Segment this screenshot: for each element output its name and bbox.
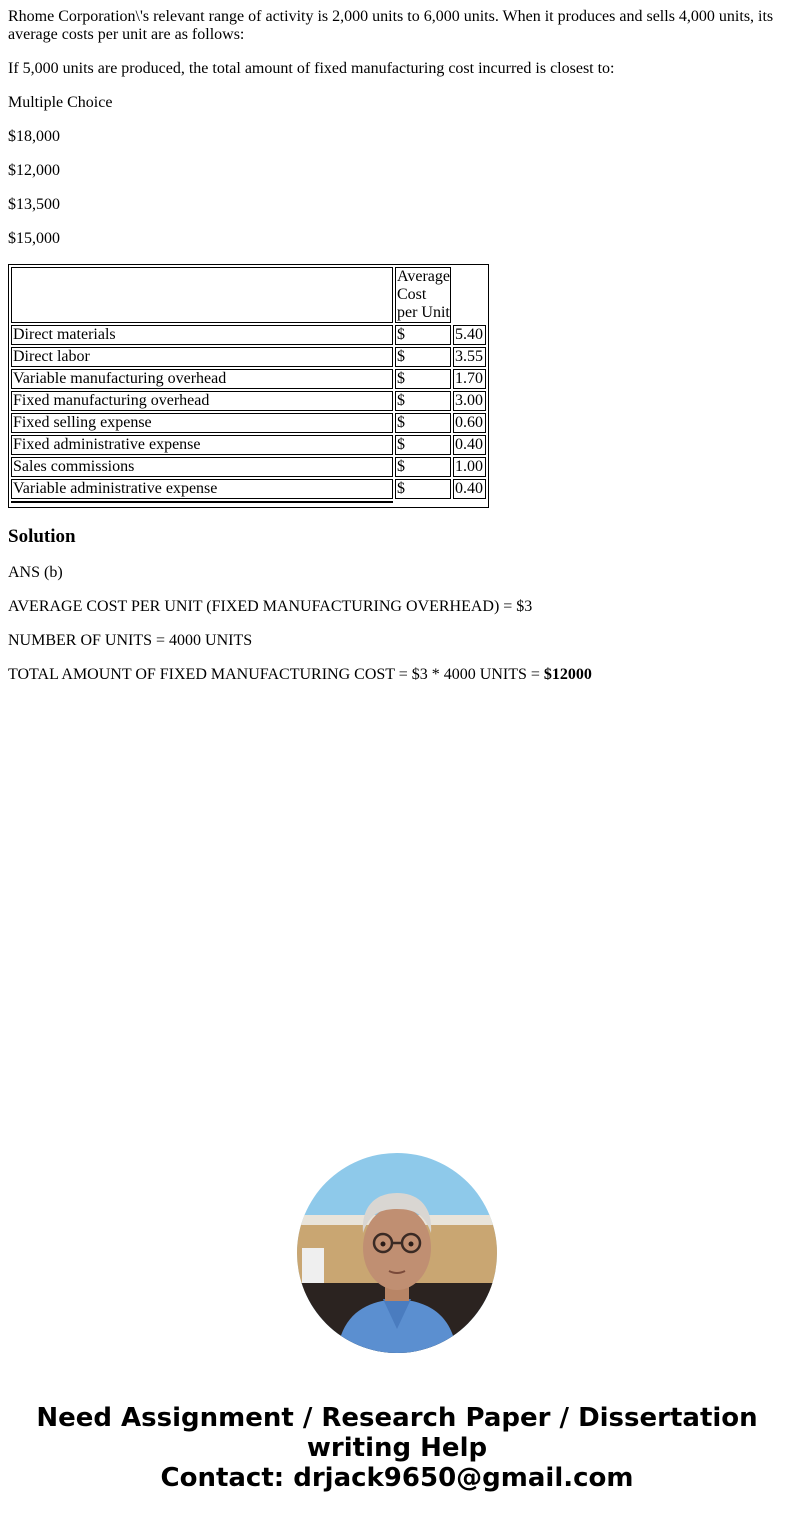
header-line-2: Cost [397, 286, 427, 303]
solution-line-3-text: TOTAL AMOUNT OF FIXED MANUFACTURING COST = $3 * 4000 UNITS = [8, 666, 544, 683]
avatar-photo [297, 1153, 497, 1353]
row-label: Direct labor [11, 347, 393, 367]
promo-contact: Contact: drjack9650@gmail.com [160, 1463, 634, 1493]
photo-switchboard [302, 1248, 324, 1288]
row-value: 0.60 [453, 413, 486, 433]
row-currency: $ [395, 347, 451, 367]
row-label: Variable manufacturing overhead [11, 369, 393, 389]
photo-eye-left [381, 1242, 386, 1247]
choice-d: $15,000 [8, 230, 60, 247]
table-rule-blank [395, 501, 451, 505]
table-row [11, 325, 486, 345]
row-value: 0.40 [453, 435, 486, 455]
promo-banner [0, 1403, 794, 1493]
photo-face [363, 1206, 431, 1290]
row-label: Fixed selling expense [11, 413, 393, 433]
table-header-row [11, 267, 486, 323]
solution-line-2: NUMBER OF UNITS = 4000 UNITS [8, 632, 253, 649]
row-value: 3.00 [453, 391, 486, 411]
row-currency: $ [395, 413, 451, 433]
table-rule-row [11, 501, 486, 505]
row-currency: $ [395, 435, 451, 455]
row-label: Fixed administrative expense [11, 435, 393, 455]
cost-table [8, 264, 489, 508]
table-bottom-rule [11, 501, 393, 505]
person-photo-icon [297, 1153, 497, 1353]
row-label: Variable administrative expense [11, 479, 393, 499]
header-line-3: per Unit [397, 304, 450, 321]
choice-b: $12,000 [8, 162, 60, 179]
table-row [11, 413, 486, 433]
choice-heading: Multiple Choice [8, 94, 113, 111]
row-currency: $ [395, 457, 451, 477]
table-row [11, 369, 486, 389]
question-intro: Rhome Corporation\'s relevant range of activity is 2,000 units to 6,000 units. When it produces and sells 4,000 units, its average costs per unit are as follows: [8, 8, 774, 43]
solution-line-3 [8, 666, 786, 684]
row-currency: $ [395, 325, 451, 345]
row-label: Direct materials [11, 325, 393, 345]
row-currency: $ [395, 369, 451, 389]
row-value: 1.00 [453, 457, 486, 477]
choice-a: $18,000 [8, 128, 60, 145]
solution-answer: ANS (b) [8, 564, 63, 581]
table-row [11, 457, 486, 477]
row-currency: $ [395, 479, 451, 499]
table-row [11, 479, 486, 499]
promo-line-1: Need Assignment / Research Paper / Dissertation [36, 1403, 758, 1433]
photo-eye-right [409, 1242, 414, 1247]
row-currency: $ [395, 391, 451, 411]
choice-c: $13,500 [8, 196, 60, 213]
header-line-1: Average [397, 268, 450, 285]
question-prompt: If 5,000 units are produced, the total amount of fixed manufacturing cost incurred is closest to: [8, 60, 615, 77]
solution-heading: Solution [8, 526, 76, 547]
table-row [11, 435, 486, 455]
row-value: 1.70 [453, 369, 486, 389]
row-label: Fixed manufacturing overhead [11, 391, 393, 411]
page-content [0, 0, 794, 684]
header-cell [395, 267, 451, 323]
table-row [11, 391, 486, 411]
header-blank-cell [453, 267, 486, 323]
row-value: 0.40 [453, 479, 486, 499]
solution-total: $12000 [543, 666, 592, 683]
row-label: Sales commissions [11, 457, 393, 477]
table-row [11, 347, 486, 367]
row-value: 5.40 [453, 325, 486, 345]
table-rule-blank [453, 501, 486, 505]
promo-line-2: writing Help [306, 1433, 488, 1463]
solution-line-1: AVERAGE COST PER UNIT (FIXED MANUFACTURING OVERHEAD) = $3 [8, 598, 533, 615]
header-empty-cell [11, 267, 393, 323]
row-value: 3.55 [453, 347, 486, 367]
